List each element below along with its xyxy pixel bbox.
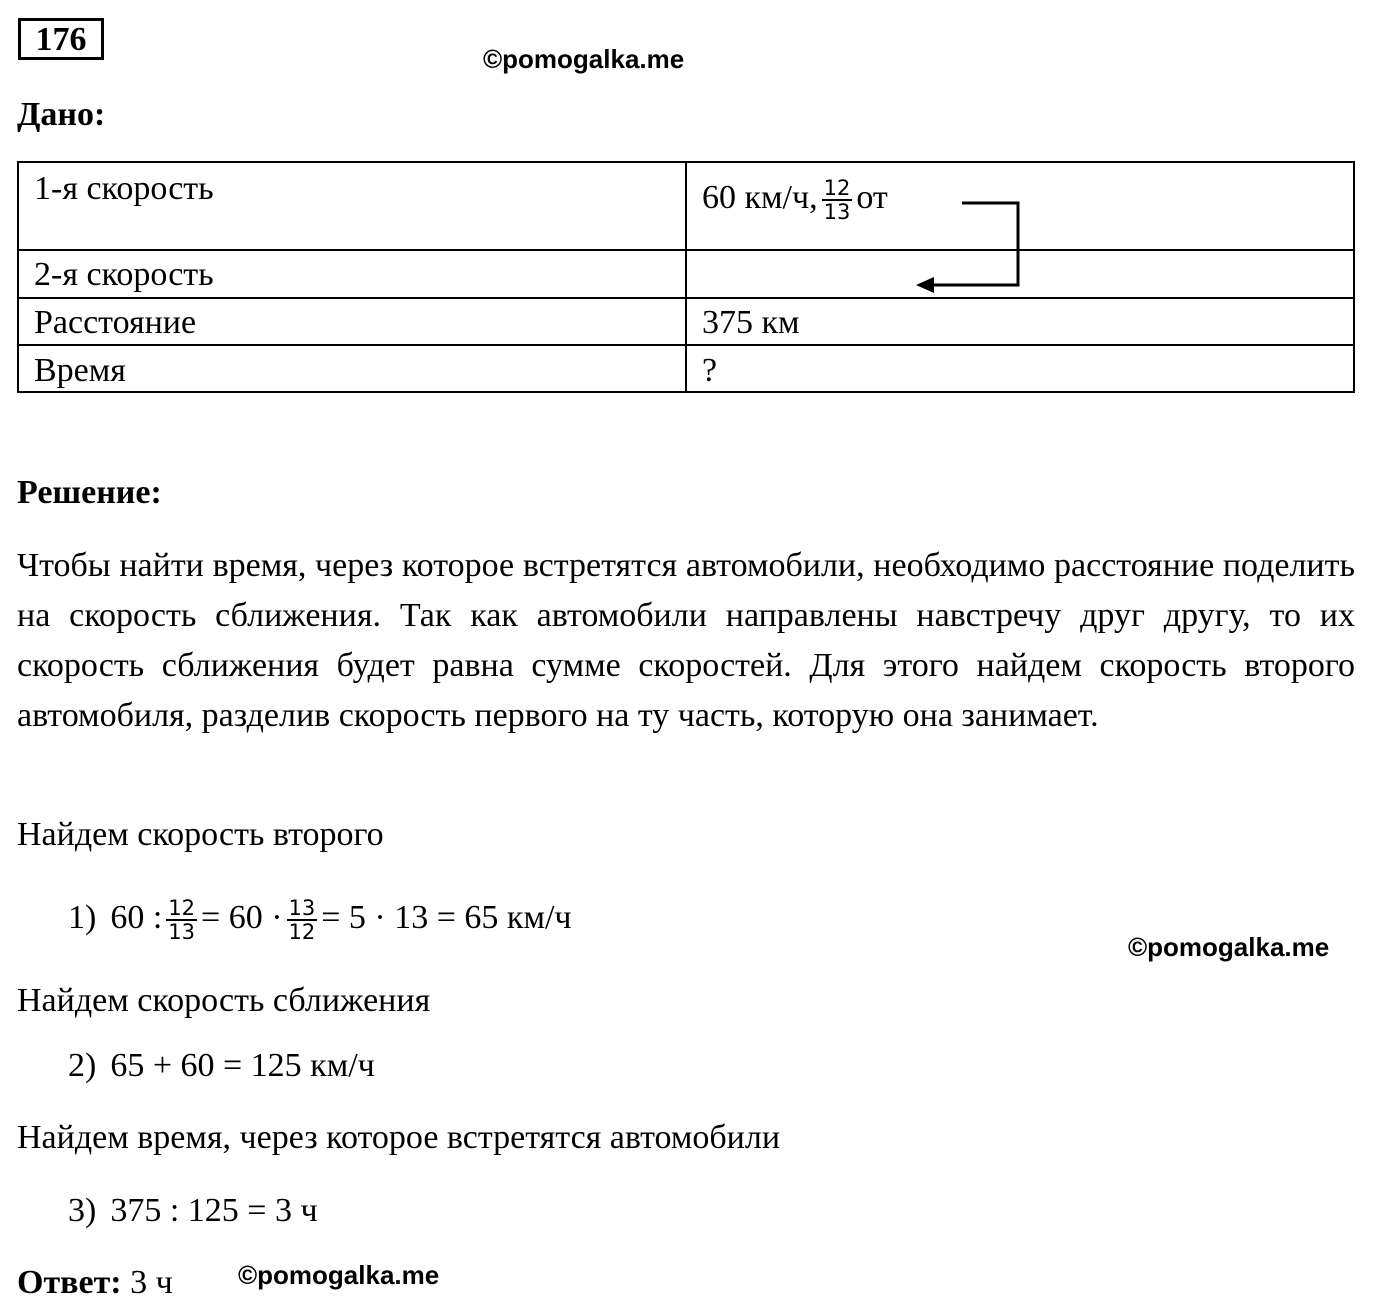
fraction-denominator: 12 <box>288 920 316 945</box>
answer-label: Ответ: <box>17 1264 122 1301</box>
given-table <box>17 161 1355 393</box>
step-1-part-c: = 5 · 13 = 65 км/ч <box>321 899 572 936</box>
step-1 <box>68 893 572 943</box>
step-3 <box>68 1191 318 1231</box>
speed-1-value: 60 км/ч, <box>702 179 818 216</box>
table-row-divider <box>19 297 1353 299</box>
given-label-speed-1: 1-я скорость <box>34 170 214 207</box>
solution-explanation: Чтобы найти время, через которое встретятся автомобили, необходимо расстояние поделить на скорость сближения. Так как автомобили направлены навстречу друг другу, то их скорость сближения будет равна сумме скоростей. Для этого найдем скорость второго автомобиля, разделив скорость первого на ту часть, которую она занимает. <box>17 547 1355 734</box>
table-row-divider <box>19 344 1353 346</box>
step-1-part-b: = 60 · <box>201 899 283 936</box>
speed-fraction <box>822 177 853 223</box>
fraction-numerator: 12 <box>823 176 851 201</box>
step-number: 1) <box>68 899 97 936</box>
step-number: 3) <box>68 1192 97 1229</box>
step-number: 2) <box>68 1047 97 1084</box>
answer-value: 3 ч <box>130 1264 173 1301</box>
given-heading: Дано: <box>17 96 106 133</box>
watermark-bottom: ©pomogalka.me <box>238 1260 440 1290</box>
step-1-fraction-1 <box>166 897 197 943</box>
fraction-denominator: 13 <box>168 920 196 945</box>
step-3-intro: Найдем время, через которое встретятся автомобили <box>17 1119 781 1156</box>
given-value-speed-1 <box>702 173 888 223</box>
watermark-middle: ©pomogalka.me <box>1128 932 1330 962</box>
step-2 <box>68 1046 375 1086</box>
solution-heading: Решение: <box>17 474 162 511</box>
fraction-denominator: 13 <box>823 200 851 225</box>
step-1-part-a: 60 : <box>110 899 163 936</box>
table-column-divider <box>685 163 687 391</box>
given-value-distance: 375 км <box>702 304 800 341</box>
table-row-divider <box>19 249 1353 251</box>
step-1-intro: Найдем скорость второго <box>17 816 384 853</box>
answer <box>17 1263 173 1303</box>
given-value-time: ? <box>702 352 718 389</box>
speed-1-suffix: от <box>856 179 888 216</box>
fraction-numerator: 12 <box>168 896 196 921</box>
step-2-intro: Найдем скорость сближения <box>17 982 431 1019</box>
given-label-distance: Расстояние <box>34 304 197 341</box>
watermark-top: ©pomogalka.me <box>483 44 685 74</box>
task-number: 176 <box>18 18 104 60</box>
fraction-numerator: 13 <box>288 896 316 921</box>
step-1-fraction-2 <box>287 897 318 943</box>
relation-arrow-icon <box>900 190 1030 300</box>
given-label-time: Время <box>34 352 126 389</box>
step-2-expression: 65 + 60 = 125 км/ч <box>110 1047 375 1084</box>
given-label-speed-2: 2-я скорость <box>34 256 214 293</box>
step-3-expression: 375 : 125 = 3 ч <box>110 1192 318 1229</box>
